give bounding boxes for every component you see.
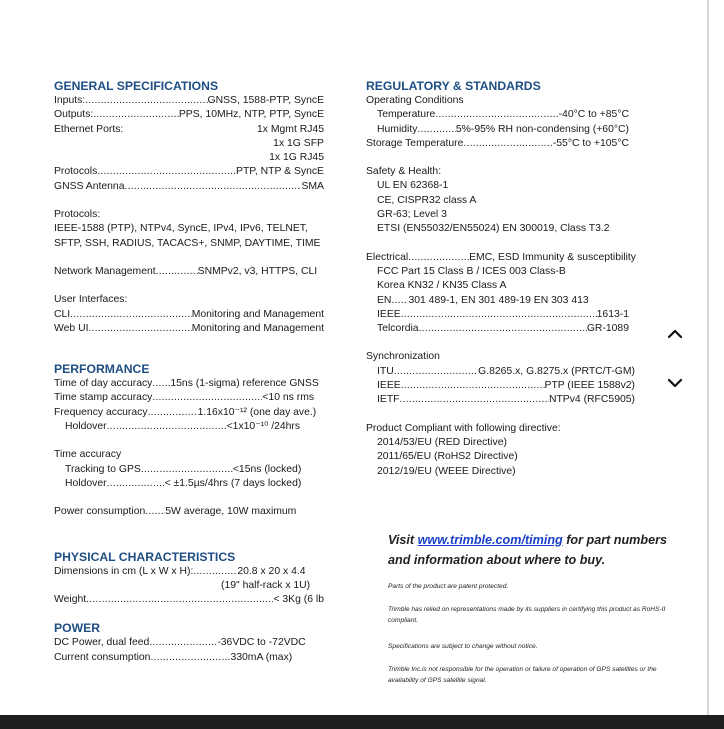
scroll-up-button[interactable] (662, 321, 688, 347)
freq-value: 1.16x10⁻¹² (one day ave.) (197, 406, 317, 418)
dc-label: DC Power, dual feed (54, 637, 150, 649)
tracking-row (54, 463, 324, 477)
antenna-row (54, 180, 324, 194)
ethernet-value-2: 1x 1G SFP (273, 137, 324, 149)
storage-value: -55°C to +105°C (552, 137, 629, 149)
performance-heading: PERFORMANCE (54, 362, 150, 377)
left-column (54, 79, 324, 665)
tracking-label: Tracking to GPS (65, 463, 141, 475)
cli-value: Monitoring and Management (191, 308, 324, 320)
dc-row (54, 636, 324, 650)
outputs-label: Outputs: (54, 109, 94, 121)
ethernet-value-1: 1x Mgmt RJ45 (257, 123, 324, 135)
directive-1: 2014/53/EU (RED Directive) (377, 436, 507, 448)
cli-row (54, 308, 324, 322)
humidity-label: Humidity (377, 123, 418, 135)
elec-ieee-label: IEEE (377, 308, 401, 320)
ietf-row (366, 393, 635, 407)
ethernet-row (54, 123, 324, 137)
current-row (54, 651, 324, 665)
ieee-label: IEEE (377, 380, 401, 392)
elec-en-value: 301 489-1, EN 301 489-19 EN 303 413 (408, 294, 589, 306)
protocols-row (54, 165, 324, 179)
itu-value: G.8265.x, G.8275.x (PRTC/T-GM) (478, 365, 635, 377)
scroll-down-button[interactable] (662, 370, 688, 396)
freq-row (54, 406, 324, 420)
fineprint-specs: Specifications are subject to change without notice. (388, 643, 538, 650)
electrical-value: EMC, ESD Immunity & susceptibility (469, 251, 636, 263)
tod-value: 15ns (1-sigma) reference GNSS (170, 378, 319, 390)
elec-tel-value: GR-1089 (586, 323, 629, 335)
visit-text (388, 530, 688, 570)
temp-value: -40°C to +85°C (558, 109, 629, 121)
outputs-value: PPS, 10MHz, NTP, PTP, SyncE (178, 109, 324, 121)
visit-prefix: Visit (388, 533, 418, 547)
ui-label: User Interfaces: (54, 294, 128, 306)
ietf-value: NTPv4 (RFC5905) (548, 394, 635, 406)
holdover-row (54, 420, 324, 434)
holdover2-value: < ±1.5µs/4hrs (7 days locked) (164, 477, 302, 489)
safety-label: Safety & Health: (366, 166, 442, 178)
time-acc-label: Time accuracy (54, 449, 122, 461)
antenna-label: GNSS Antenna (54, 180, 125, 192)
dim-row (54, 565, 324, 579)
dim-label: Dimensions in cm (L x W x H): (54, 565, 194, 577)
power-heading: POWER (54, 621, 101, 636)
weight-label: Weight (54, 594, 87, 606)
power-cons-row (54, 505, 324, 519)
tod-row (54, 377, 324, 391)
itu-label: ITU (377, 365, 394, 377)
opcond-label: Operating Conditions (366, 95, 464, 106)
ietf-label: IETF (377, 394, 400, 406)
safety-item-4: ETSI (EN55032/EN55024) EN 300019, Class T3.2 (377, 223, 610, 235)
antenna-value: SMA (301, 180, 324, 192)
electrical-row (366, 251, 636, 265)
directive-3: 2012/19/EU (WEEE Directive) (377, 465, 516, 477)
storage-row (366, 137, 629, 151)
ts-row (54, 391, 324, 405)
sync-label: Synchronization (366, 351, 440, 363)
ieee-value: PTP (IEEE 1588v2) (544, 380, 635, 392)
holdover2-label: Holdover (65, 477, 107, 489)
fineprint-patent: Parts of the product are patent protected. (388, 583, 509, 590)
fineprint-rohs: Trimble has relied on representations made by its suppliers in certifying this product as RoHS-II compliant. (388, 606, 666, 624)
elec-en-row (366, 294, 617, 308)
chevron-down-icon (666, 374, 684, 392)
netmgmt-label: Network Management (54, 265, 156, 277)
trimble-timing-link[interactable]: www.trimble.com/timing (417, 533, 563, 547)
elec-en-label: EN (377, 294, 392, 306)
protocols-value: PTP, NTP & SyncE (236, 166, 324, 178)
elec-item-1: FCC Part 15 Class B / ICES 003 Class-B (377, 265, 566, 277)
elec-tel-row (366, 322, 629, 336)
elec-tel-label: Telcordia (377, 323, 419, 335)
safety-item-1: UL EN 62368-1 (377, 180, 449, 192)
dim-note: (19" half-rack x 1U) (221, 579, 311, 591)
outputs-row (54, 108, 324, 122)
protocols2-line1: IEEE-1588 (PTP), NTPv4, SyncE, IPv4, IPv6, TELNET, (54, 223, 308, 235)
directive-2: 2011/65/EU (RoHS2 Directive) (377, 451, 518, 463)
holdover-label: Holdover (65, 421, 107, 433)
elec-ieee-value: 1613-1 (596, 308, 629, 320)
ieee-row (366, 379, 635, 393)
physical-heading: PHYSICAL CHARACTERISTICS (54, 549, 236, 564)
elec-item-2: Korea KN32 / KN35 Class A (377, 280, 507, 292)
elec-ieee-row (366, 308, 629, 322)
bottom-bar (0, 715, 724, 729)
regulatory-heading: REGULATORY & STANDARDS (366, 79, 541, 93)
dim-value: 20.8 x 20 x 4.4 (237, 565, 306, 577)
netmgmt-row (54, 265, 324, 279)
protocols2-line2: SFTP, SSH, RADIUS, TACACS+, SNMP, DAYTIME, TIME (54, 237, 321, 249)
electrical-label: Electrical (366, 251, 409, 263)
current-value: 330mA (max) (230, 651, 293, 663)
inputs-row (54, 94, 324, 108)
ethernet-value-3: 1x 1G RJ45 (269, 152, 324, 164)
ethernet-label: Ethernet Ports: (54, 123, 124, 135)
dc-value: -36VDC to -72VDC (217, 637, 306, 649)
power-cons-value: 5W average, 10W maximum (165, 506, 297, 518)
page-border (707, 0, 709, 715)
netmgmt-value: SNMPv2, v3, HTTPS, CLI (197, 265, 318, 277)
safety-item-2: CE, CISPR32 class A (377, 194, 477, 206)
webui-value: Monitoring and Management (191, 322, 324, 334)
visit-suffix: for part numbers and information about where to buy. (388, 533, 667, 567)
fineprint-gps: Trimble Inc.is not responsible for the operation or failure of operation of GPS satellites or the availability of GPS satellite signal. (388, 666, 657, 684)
chevron-up-icon (666, 325, 684, 343)
humidity-value: 5%-95% RH non-condensing (+60°C) (455, 123, 629, 135)
weight-value: < 3Kg (6 lb (273, 594, 324, 606)
compliant-label: Product Compliant with following directive: (366, 422, 561, 434)
cli-label: CLI (54, 308, 71, 320)
temp-label: Temperature (377, 109, 436, 121)
itu-row (366, 365, 635, 379)
holdover-value: <1x10⁻¹⁰ /24hrs (226, 421, 301, 433)
tod-label: Time of day accuracy (54, 378, 153, 390)
general-heading: GENERAL SPECIFICATIONS (54, 79, 219, 93)
webui-label: Web UI (54, 322, 89, 334)
current-label: Current consumption (54, 651, 151, 663)
humidity-row (366, 123, 629, 137)
inputs-label: Inputs: (54, 95, 86, 106)
power-cons-label: Power consumption (54, 506, 146, 518)
inputs-value: GNSS, 1588-PTP, SyncE (207, 95, 324, 106)
webui-row (54, 322, 324, 336)
right-column (366, 79, 666, 479)
temp-row (366, 108, 629, 122)
protocols-label: Protocols (54, 166, 98, 178)
ts-label: Time stamp accuracy (54, 392, 153, 404)
ts-value: <10 ns rms (262, 392, 315, 404)
tracking-value: <15ns (locked) (232, 463, 302, 475)
freq-label: Frequency accuracy (54, 406, 148, 418)
storage-label: Storage Temperature (366, 137, 464, 149)
safety-item-3: GR-63; Level 3 (377, 209, 447, 221)
holdover2-row (54, 477, 324, 491)
protocols2-label: Protocols: (54, 209, 101, 221)
weight-row (54, 593, 324, 607)
